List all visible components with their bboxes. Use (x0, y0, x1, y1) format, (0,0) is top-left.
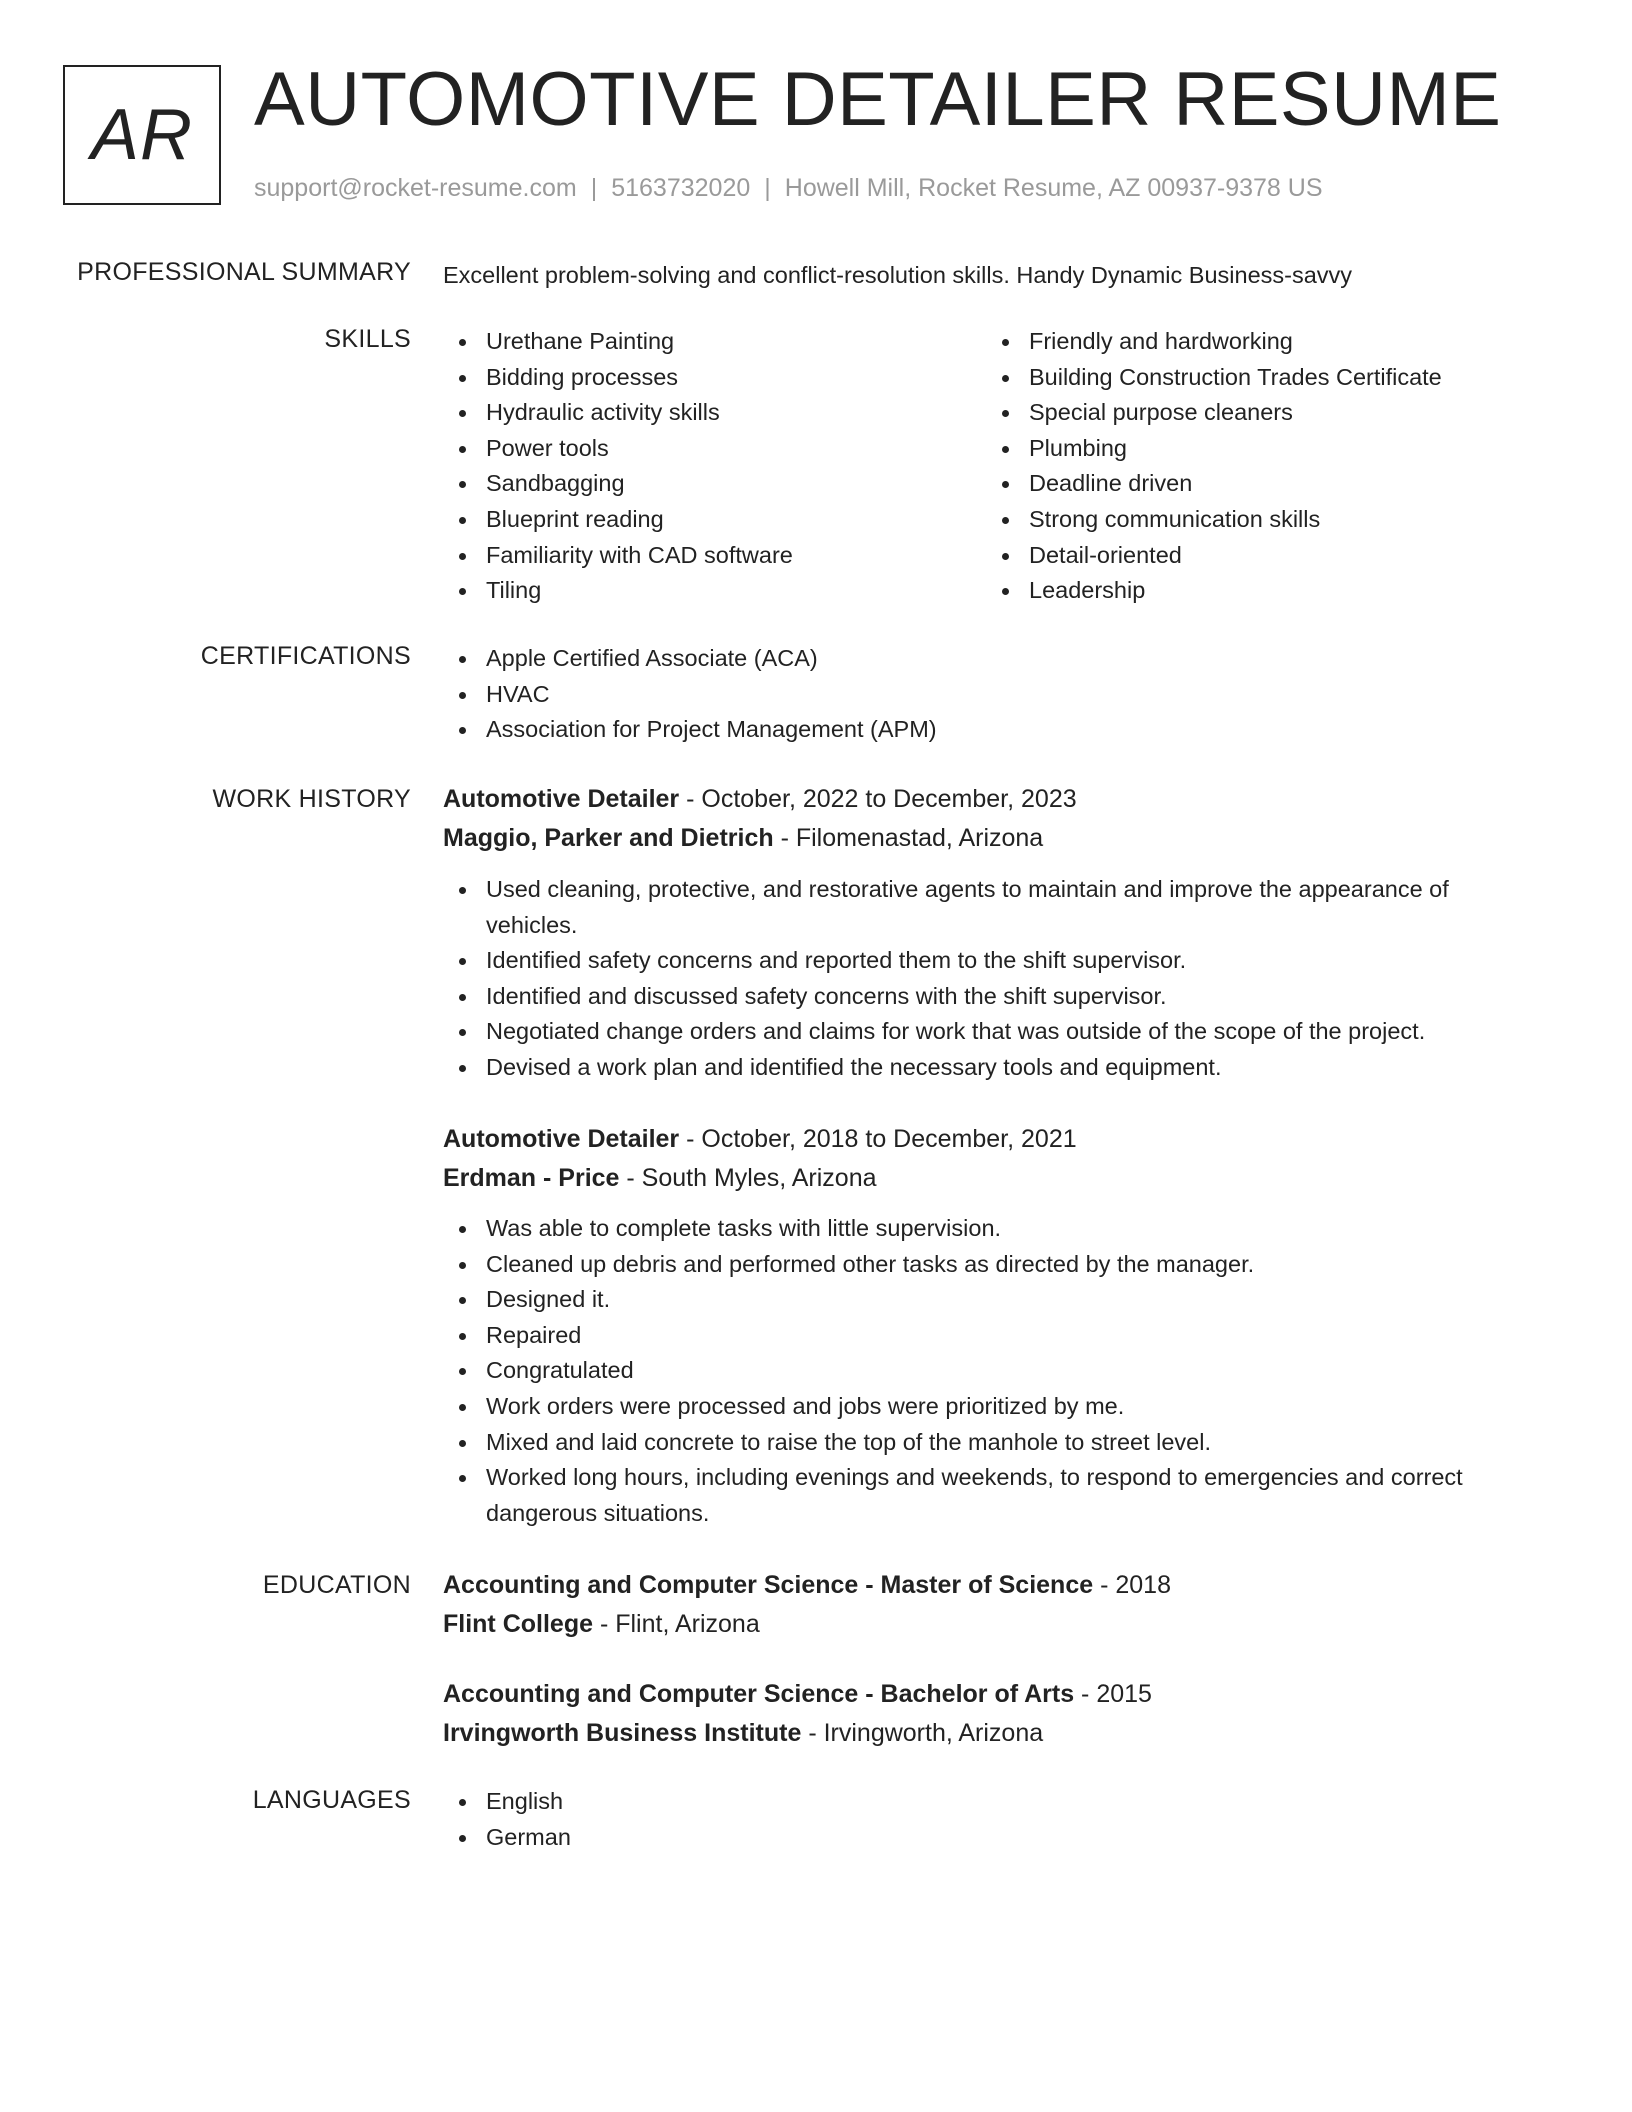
job-duties-list (443, 1211, 1523, 1531)
job-duty: Was able to complete tasks with little supervision. (443, 1211, 1523, 1247)
education-year: - 2015 (1074, 1680, 1152, 1708)
job-entry (443, 780, 1523, 1086)
certification-item: Apple Certified Associate (ACA) (443, 641, 1503, 677)
skill-item: Familiarity with CAD software (443, 538, 983, 574)
job-title: Automotive Detailer (443, 1125, 680, 1153)
contact-phone[interactable]: 5163732020 (611, 174, 751, 202)
language-item: English (443, 1784, 1503, 1820)
languages-content (443, 1784, 1503, 1855)
job-title: Automotive Detailer (443, 785, 680, 813)
job-location: - Filomenastad, Arizona (773, 824, 1044, 852)
job-entry (443, 1120, 1523, 1531)
contact-separator: | (764, 174, 771, 202)
job-company-line (443, 1159, 1523, 1198)
job-duty: Identified safety concerns and reported them to the shift supervisor. (443, 943, 1523, 979)
job-duty: Repaired (443, 1318, 1523, 1354)
job-duty: Identified and discussed safety concerns with the shift supervisor. (443, 979, 1523, 1015)
job-duty: Devised a work plan and identified the necessary tools and equipment. (443, 1050, 1523, 1086)
job-duty: Mixed and laid concrete to raise the top of the manhole to street level. (443, 1425, 1523, 1461)
education-school-line (443, 1605, 1523, 1644)
section-label-languages: LANGUAGES (252, 1786, 411, 1814)
education-degree: Accounting and Computer Science - Bachelor of Arts (443, 1680, 1075, 1708)
skill-item: Special purpose cleaners (986, 395, 1503, 431)
education-entry (443, 1566, 1523, 1644)
skill-item: Urethane Painting (443, 324, 983, 360)
skill-item: Bidding processes (443, 360, 983, 396)
skill-item: Hydraulic activity skills (443, 395, 983, 431)
certifications-list (443, 641, 1503, 748)
education-degree: Accounting and Computer Science - Master of Science (443, 1571, 1094, 1599)
job-company: Erdman - Price (443, 1164, 620, 1192)
job-duty: Work orders were processed and jobs were prioritized by me. (443, 1389, 1523, 1425)
job-duty: Congratulated (443, 1353, 1523, 1389)
section-label-education: EDUCATION (262, 1571, 411, 1599)
certification-item: Association for Project Management (APM) (443, 712, 1503, 748)
job-duties-list (443, 872, 1523, 1086)
education-year: - 2018 (1093, 1571, 1171, 1599)
skill-item: Sandbagging (443, 466, 983, 502)
education-location: - Flint, Arizona (593, 1610, 760, 1638)
resume-title: AUTOMOTIVE DETAILER RESUME (254, 57, 1502, 142)
job-company-line (443, 819, 1523, 858)
skills-list-right (986, 324, 1503, 609)
job-dates: - October, 2018 to December, 2021 (679, 1125, 1077, 1153)
language-item: German (443, 1820, 1503, 1856)
skill-item: Plumbing (986, 431, 1503, 467)
section-label-certifications: CERTIFICATIONS (200, 642, 411, 670)
job-duty: Negotiated change orders and claims for work that was outside of the scope of the project. (443, 1014, 1523, 1050)
contact-address: Howell Mill, Rocket Resume, AZ 00937-9378 US (784, 174, 1323, 202)
skill-item: Leadership (986, 573, 1503, 609)
contact-line (254, 174, 1323, 203)
job-duty: Cleaned up debris and performed other tasks as directed by the manager. (443, 1247, 1523, 1283)
skill-item: Power tools (443, 431, 983, 467)
skill-item: Detail-oriented (986, 538, 1503, 574)
job-dates: - October, 2022 to December, 2023 (679, 785, 1077, 813)
skill-item: Building Construction Trades Certificate (986, 360, 1503, 396)
section-label-work-history: WORK HISTORY (212, 785, 411, 813)
summary-text: Excellent problem-solving and conflict-resolution skills. Handy Dynamic Business-savvy (443, 262, 1353, 288)
skill-item: Deadline driven (986, 466, 1503, 502)
certification-item: HVAC (443, 677, 1503, 713)
job-title-line (443, 780, 1523, 819)
skill-item: Blueprint reading (443, 502, 983, 538)
job-title-line (443, 1120, 1523, 1159)
contact-separator: | (590, 174, 598, 202)
education-location: - Irvingworth, Arizona (801, 1719, 1044, 1747)
job-duty: Worked long hours, including evenings and weekends, to respond to emergencies and correct dangerous situations. (443, 1460, 1523, 1531)
job-duty: Designed it. (443, 1282, 1523, 1318)
skill-item: Friendly and hardworking (986, 324, 1503, 360)
section-label-summary: PROFESSIONAL SUMMARY (77, 258, 411, 286)
education-school-line (443, 1714, 1523, 1753)
education-degree-line (443, 1675, 1523, 1714)
skill-item: Strong communication skills (986, 502, 1503, 538)
skills-list-left (443, 324, 983, 609)
education-entry (443, 1675, 1523, 1753)
job-duty: Used cleaning, protective, and restorative agents to maintain and improve the appearance of vehicles. (443, 872, 1523, 943)
job-company: Maggio, Parker and Dietrich (443, 824, 774, 852)
skill-item: Tiling (443, 573, 983, 609)
education-school: Flint College (443, 1610, 593, 1638)
section-label-skills: SKILLS (324, 325, 411, 353)
education-degree-line (443, 1566, 1523, 1605)
monogram-box (63, 65, 221, 205)
monogram-initials: AR (90, 95, 194, 175)
certifications-content (443, 641, 1503, 748)
job-location: - South Myles, Arizona (619, 1164, 877, 1192)
contact-email[interactable]: support@rocket-resume.com (254, 174, 577, 202)
languages-list (443, 1784, 1503, 1855)
education-school: Irvingworth Business Institute (443, 1719, 802, 1747)
